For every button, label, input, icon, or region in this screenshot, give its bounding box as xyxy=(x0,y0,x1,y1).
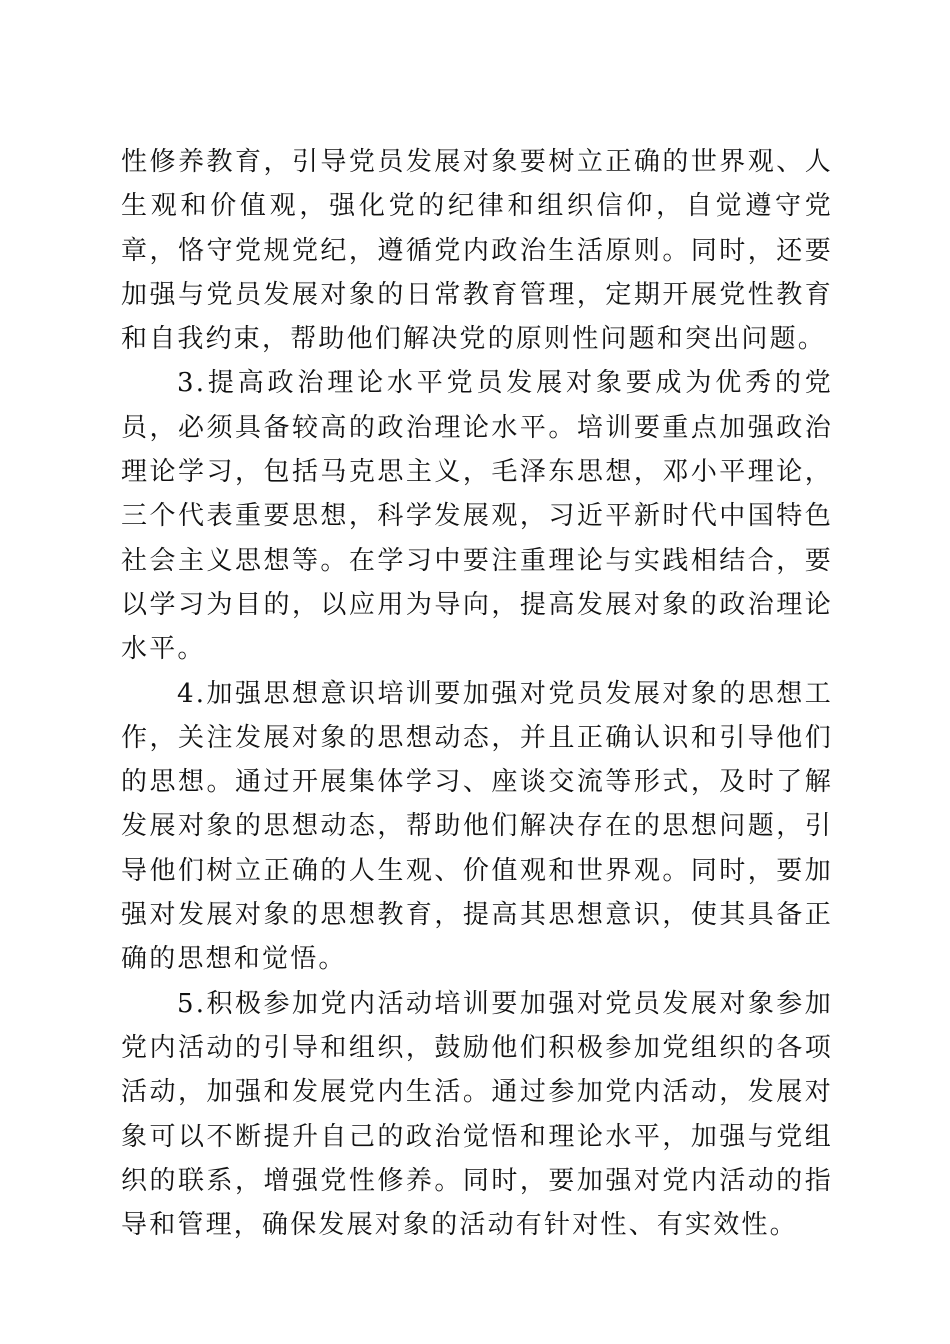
paragraph-item-4: 4.加强思想意识培训要加强对党员发展对象的思想工作，关注发展对象的思想动态，并且正确认识和引导他们的思想。通过开展集体学习、座谈交流等形式，及时了解发展对象的思想动态，帮助他们解决存在的思想问题，引导他们树立正确的人生观、价值观和世界观。同时，要加强对发展对象的思想教育，提高其思想意识，使其具备正确的思想和觉悟。 xyxy=(121,678,833,975)
paragraph-item-5: 5.积极参加党内活动培训要加强对党员发展对象参加党内活动的引导和组织，鼓励他们积极参加党组织的各项活动，加强和发展党内生活。通过参加党内活动，发展对象可以不断提升自己的政治觉悟和理论水平，加强与党组织的联系，增强党性修养。同时，要加强对党内活动的指导和管理，确保发展对象的活动有针对性、有实效性。 xyxy=(121,988,833,1241)
paragraph-item-3: 3.提高政治理论水平党员发展对象要成为优秀的党员，必须具备较高的政治理论水平。培训要重点加强政治理论学习，包括马克思主义，毛泽东思想，邓小平理论，三个代表重要思想，科学发展观，习近平新时代中国特色社会主义思想等。在学习中要注重理论与实践相结合，要以学习为目的，以应用为导向，提高发展对象的政治理论水平。 xyxy=(121,368,833,665)
document-body xyxy=(121,140,833,1247)
paragraph-continuation: 性修养教育，引导党员发展对象要树立正确的世界观、人生观和价值观，强化党的纪律和组织信仰，自觉遵守党章，恪守党规党纪，遵循党内政治生活原则。同时，还要加强与党员发展对象的日常教育管理，定期开展党性教育和自我约束，帮助他们解决党的原则性问题和突出问题。 xyxy=(121,147,833,355)
